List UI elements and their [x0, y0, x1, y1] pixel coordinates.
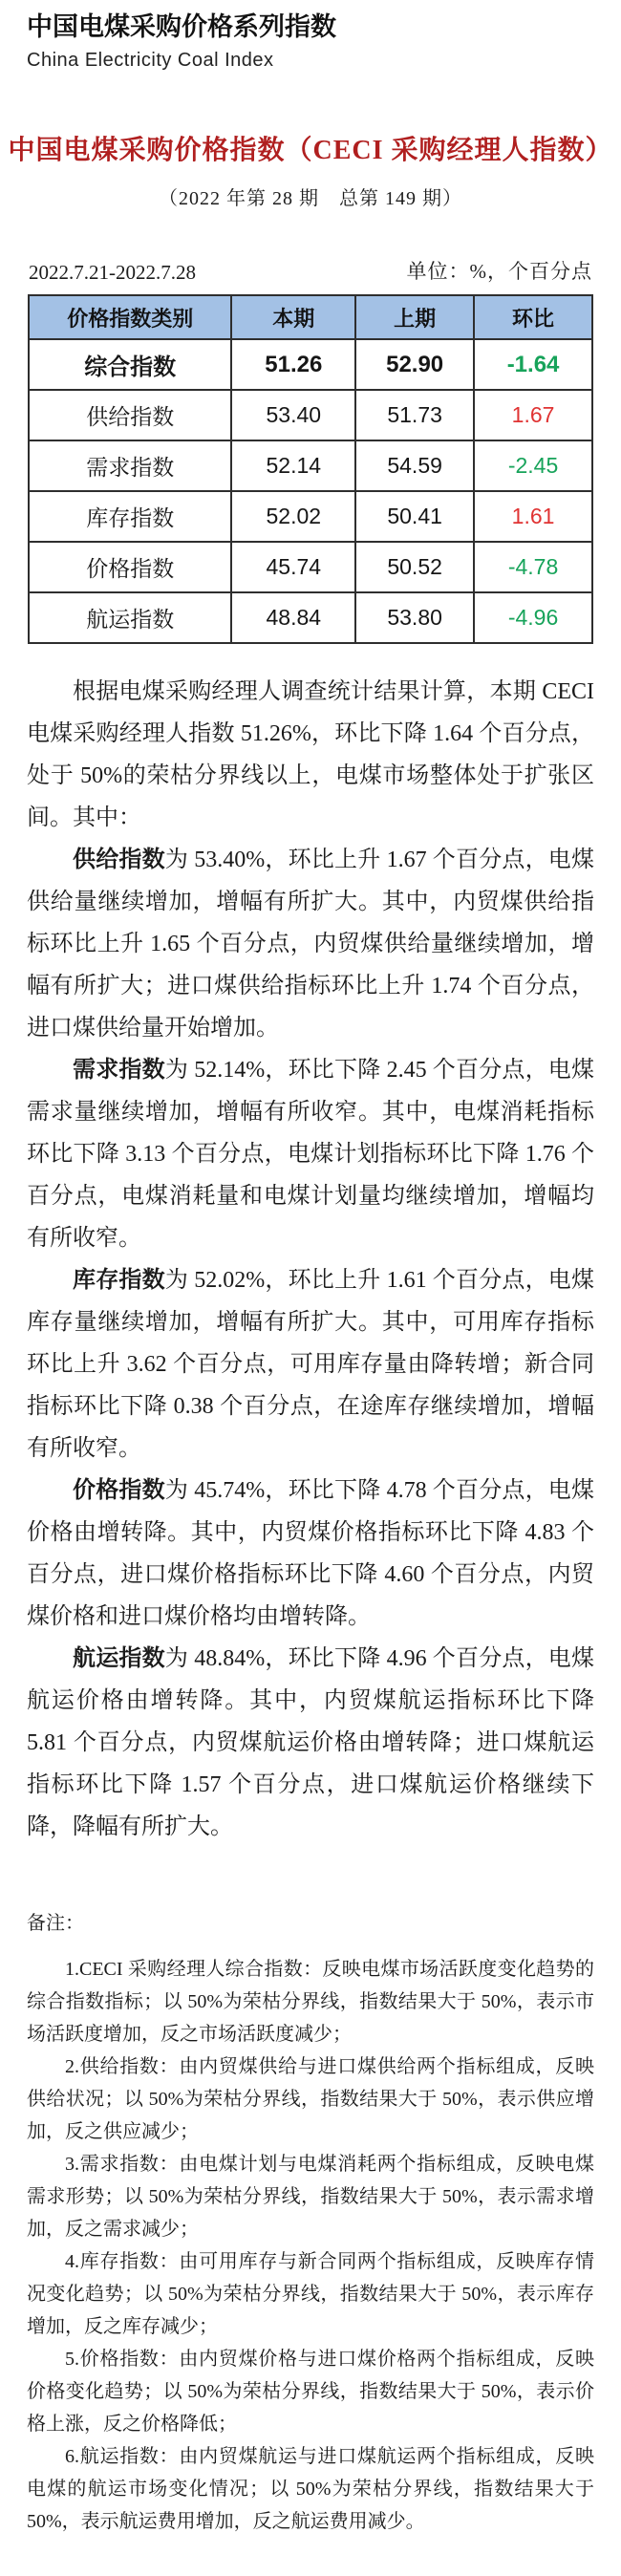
table-row-composite [29, 339, 592, 390]
cell-mom: -4.78 [474, 542, 592, 592]
paragraph-text: 为 52.14%，环比下降 2.45 个百分点，电煤需求量继续增加，增幅有所收窄。其中，电煤消耗指标环比下降 3.13 个百分点，电煤计划指标环比下降 1.76 个百分点，电煤消耗量和电煤计划量均继续增加，增幅均有所收窄。 [27, 1058, 595, 1252]
col-header-mom: 环比 [474, 295, 592, 339]
notes-heading: 备注： [27, 1913, 84, 1935]
brand-title-en: China Electricity Coal Index [27, 50, 274, 72]
cell-previous: 50.52 [355, 542, 474, 592]
cell-mom: -2.45 [474, 440, 592, 491]
analysis-paragraph-price [27, 1470, 594, 1638]
cell-mom: 1.67 [474, 390, 592, 440]
table-row-price [29, 542, 592, 592]
meta-row [0, 256, 621, 285]
col-header-category: 价格指数类别 [29, 295, 231, 339]
cell-previous: 50.41 [355, 491, 474, 542]
note-item-1: 1.CECI 采购经理人综合指数：反映电煤市场活跃度变化趋势的综合指数指标；以 50%为荣枯分界线，指数结果大于 50%，表示市场活跃度增加，反之市场活跃度减少； [27, 1959, 594, 2046]
table-row-supply [29, 390, 592, 440]
notes-section [0, 1907, 621, 2538]
cell-category: 库存指数 [29, 491, 231, 542]
cell-category: 航运指数 [29, 592, 231, 643]
paragraph-text: 为 53.40%，环比上升 1.67 个百分点，电煤供给量继续增加，增幅有所扩大。其中，内贸煤供给指标环比上升 1.65 个百分点，内贸煤供给量继续增加，增幅有所扩大；进口煤供给指标环比上升 1.74 个百分点，进口煤供给量开始增加。 [27, 848, 595, 1041]
cell-category: 综合指数 [29, 339, 231, 390]
paragraph-text: 根据电煤采购经理人调查统计结果计算，本期 CECI 电煤采购经理人指数 51.26%，环比下降 1.64 个百分点，处于 50%的荣枯分界线以上，电煤市场整体处于扩张区间。其中： [27, 679, 594, 831]
cell-current: 48.84 [231, 592, 355, 643]
paragraph-text: 为 48.84%，环比下降 4.96 个百分点，电煤航运价格由增转降。其中，内贸煤航运指标环比下降 5.81 个百分点，内贸煤航运价格由增转降；进口煤航运指标环比下降 1.57 个百分点，进口煤航运价格继续下降，降幅有所扩大。 [27, 1646, 595, 1840]
note-item-2: 2.供给指数：由内贸煤供给与进口煤供给两个指标组成，反映供给状况；以 50%为荣枯分界线，指数结果大于 50%，表示供应增加，反之供应减少； [27, 2056, 594, 2143]
table-row-shipping [29, 592, 592, 643]
date-range: 2022.7.21-2022.7.28 [29, 261, 196, 285]
cell-previous: 51.73 [355, 390, 474, 440]
cell-category: 价格指数 [29, 542, 231, 592]
cell-previous: 54.59 [355, 440, 474, 491]
note-item-6: 6.航运指数：由内贸煤航运与进口煤航运两个指标组成，反映电煤的航运市场变化情况；以 50%为荣枯分界线，指数结果大于 50%，表示航运费用增加，反之航运费用减少。 [27, 2446, 594, 2533]
index-table [28, 294, 593, 644]
analysis-paragraph-inventory [27, 1259, 594, 1470]
cell-current: 52.02 [231, 491, 355, 542]
paragraph-lead: 供给指数 [73, 848, 165, 873]
page-title: 中国电煤采购价格指数（CECI 采购经理人指数） [8, 136, 613, 166]
brand-title-zh: 中国电煤采购价格系列指数 [27, 12, 336, 41]
issue-line: （2022 年第 28 期 总第 149 期） [159, 188, 462, 210]
paragraph-text: 为 45.74%，环比下降 4.78 个百分点，电煤价格由增转降。其中，内贸煤价格指标环比下降 4.83 个百分点，进口煤价格指标环比下降 4.60 个百分点，内贸煤价格和进口煤价格均由增转降。 [27, 1478, 595, 1630]
cell-category: 供给指数 [29, 390, 231, 440]
analysis-paragraph-supply [27, 839, 594, 1049]
cell-previous: 52.90 [355, 339, 474, 390]
cell-mom: 1.61 [474, 491, 592, 542]
table-row-inventory [29, 491, 592, 542]
unit-label: 单位：%，个百分点 [406, 260, 592, 284]
paragraph-lead: 库存指数 [73, 1268, 165, 1294]
note-item-3: 3.需求指数：由电煤计划与电煤消耗两个指标组成，反映电煤需求形势；以 50%为荣枯分界线，指数结果大于 50%，表示需求增加，反之需求减少； [27, 2154, 594, 2241]
cell-current: 53.40 [231, 390, 355, 440]
cell-current: 51.26 [231, 339, 355, 390]
paragraph-lead: 价格指数 [73, 1478, 165, 1504]
brand-header [0, 0, 621, 72]
paragraph-text: 为 52.02%，环比上升 1.61 个百分点，电煤库存量继续增加，增幅有所扩大。其中，可用库存指标环比上升 3.62 个百分点，可用库存量由降转增；新合同指标环比下降 0.38 个百分点，在途库存继续增加，增幅有所收窄。 [27, 1268, 595, 1462]
table-row-demand [29, 440, 592, 491]
paragraph-lead: 航运指数 [73, 1646, 165, 1672]
table-header-row [29, 295, 592, 339]
analysis-paragraph-demand [27, 1049, 594, 1259]
bottom-margin [0, 2538, 621, 2576]
paragraph-lead: 需求指数 [73, 1058, 165, 1084]
analysis-paragraph-intro [27, 671, 594, 839]
note-item-5: 5.价格指数：由内贸煤价格与进口煤价格两个指标组成，反映价格变化趋势；以 50%为荣枯分界线，指数结果大于 50%，表示价格上涨，反之价格降低； [27, 2349, 594, 2436]
cell-category: 需求指数 [29, 440, 231, 491]
cell-previous: 53.80 [355, 592, 474, 643]
col-header-previous: 上期 [355, 295, 474, 339]
note-item-4: 4.库存指数：由可用库存与新合同两个指标组成，反映库存情况变化趋势；以 50%为荣枯分界线，指数结果大于 50%，表示库存增加，反之库存减少； [27, 2251, 594, 2338]
cell-current: 52.14 [231, 440, 355, 491]
cell-mom: -4.96 [474, 592, 592, 643]
col-header-current: 本期 [231, 295, 355, 339]
cell-current: 45.74 [231, 542, 355, 592]
analysis-paragraph-shipping [27, 1638, 594, 1848]
cell-mom: -1.64 [474, 339, 592, 390]
analysis-section [0, 671, 621, 1848]
